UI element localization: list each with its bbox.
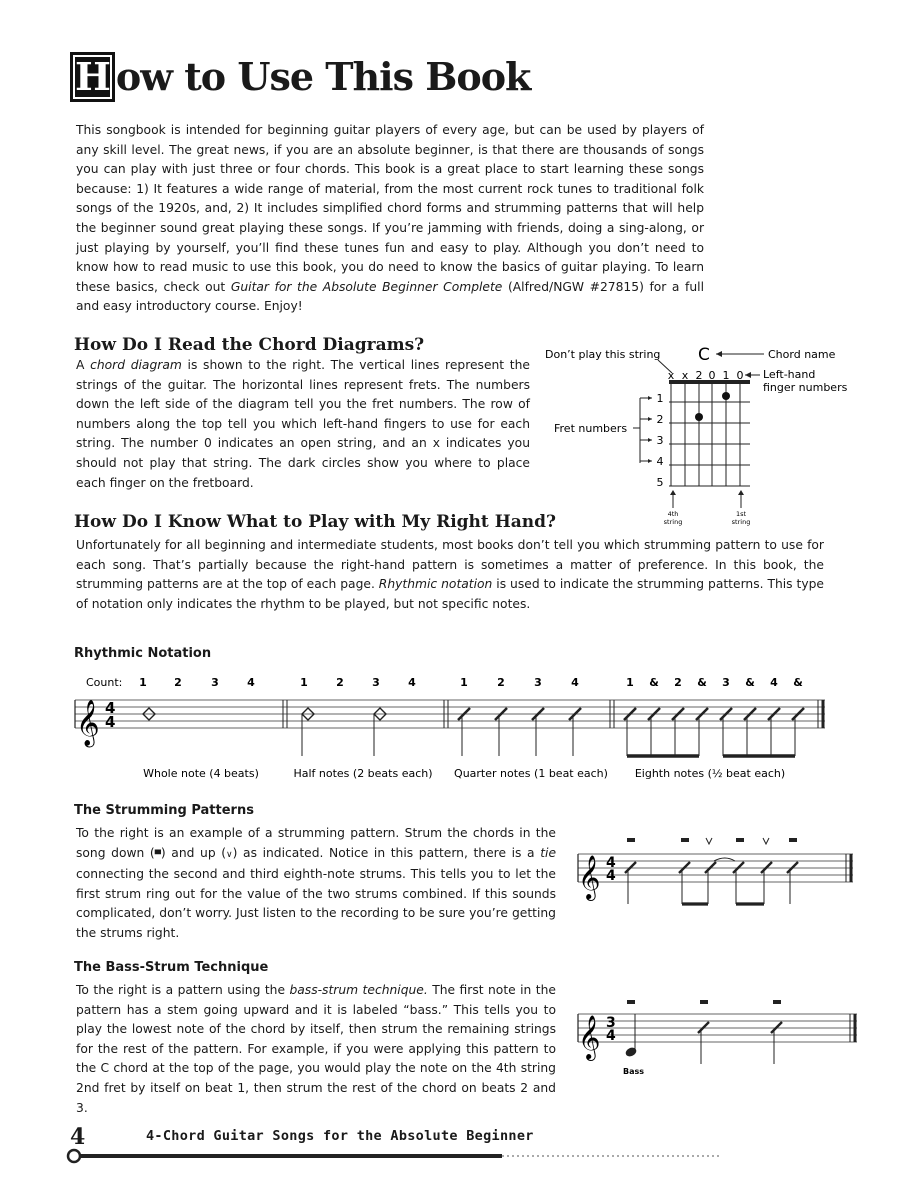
top-mark-3: 0 <box>708 369 716 382</box>
fret-number-4: 4 <box>656 455 664 468</box>
count-1-3: 3 <box>211 676 219 689</box>
count-3-3: 3 <box>534 676 542 689</box>
intro-text-2: (Alfred/NGW #27815) for a full and easy introductory course. Enjoy! <box>76 279 704 314</box>
count-4-and-2: & <box>697 676 707 689</box>
eighth-notes-icon <box>624 708 804 756</box>
bass-label: Bass <box>623 1067 645 1076</box>
chord-name-letter: C <box>698 345 710 365</box>
intro-book-reference: Guitar for the Absolute Beginner Complete <box>230 279 503 294</box>
count-4-1: 1 <box>626 676 634 689</box>
count-1-4: 4 <box>247 676 255 689</box>
count-1-2: 2 <box>174 676 182 689</box>
upstroke-icon: ∨ <box>226 849 233 860</box>
count-4-and-3: & <box>745 676 755 689</box>
count-3-2: 2 <box>497 676 505 689</box>
strumming-pattern-staff <box>575 832 860 912</box>
downstroke-icon <box>627 838 635 842</box>
right-hand-paragraph <box>76 536 824 614</box>
strum-text-4: connecting the second and third eighth-note strums. This tells you to let the first strum ring out for the value of the two strums combined. If this sounds complicated, don’t worry. Just listen to the recording to be sure you’re getting the strums right. <box>76 867 556 940</box>
top-mark-4: 2 <box>695 369 703 382</box>
finger-dot-d-string <box>695 413 703 421</box>
downstroke-icon <box>789 838 797 842</box>
fourth-string-label-a: 4th <box>667 510 679 518</box>
first-string-label-b: string <box>731 518 751 526</box>
time-sig-bottom-icon: 4 <box>105 713 116 731</box>
count-4-4: 4 <box>770 676 778 689</box>
count-2-1: 1 <box>300 676 308 689</box>
top-mark-2: 1 <box>722 369 730 382</box>
strum-text-1: To the right is an example of a strumming pattern. Strum the chords in the song down ( <box>76 826 556 860</box>
count-4-and-4: & <box>793 676 803 689</box>
count-2-3: 3 <box>372 676 380 689</box>
page-title <box>70 52 530 104</box>
rhythmic-notation-staff <box>70 672 840 787</box>
time-sig-bottom-icon: 4 <box>606 868 616 884</box>
intro-paragraph <box>76 121 704 317</box>
caption-quarter-notes: Quarter notes (1 beat each) <box>454 767 608 780</box>
tie-icon <box>714 858 735 861</box>
finger-numbers-label-1: Left-hand <box>763 368 816 381</box>
downstroke-icon <box>700 1000 708 1004</box>
rhythmic-notation-heading: Rhythmic Notation <box>74 646 212 661</box>
footer-rule <box>62 1146 762 1168</box>
fret-numbers-label: Fret numbers <box>554 422 628 435</box>
count-2-2: 2 <box>336 676 344 689</box>
finger-numbers-label-2: finger numbers <box>763 381 848 394</box>
dont-play-label: Don’t play this string <box>545 348 661 361</box>
strum-term-tie: tie <box>540 845 557 860</box>
time-sig-top-icon: 4 <box>105 699 116 717</box>
count-label: Count: <box>86 676 123 689</box>
title-drop-cap: H <box>70 52 115 102</box>
right-hand-heading: How Do I Know What to Play with My Right Hand? <box>74 512 556 532</box>
time-sig-top-icon: 4 <box>606 855 616 871</box>
downstroke-icon <box>736 838 744 842</box>
chord-section-paragraph <box>76 356 530 493</box>
right-hand-text-1: Unfortunately for all beginning and intermediate students, most books don’t tell you which strumming pattern to use for each song. That’s partially because the right-hand pattern is sometimes a matter of preference. In this book, the strumming patterns are at the top of each page. <box>76 538 824 592</box>
intro-text-1: This songbook is intended for beginning guitar players of every age, but can be used by players of any skill level. The great news, if you are an absolute beginner, is that there are thousands of songs you can play with just three or four chords. This book is a great place to start learning these songs because: 1) It features a wide range of material, from the most current rock tunes to traditional folk songs of the 1920s, and, 2) It includes simplified chord forms and strumming patterns that will help the beginner sound great playing these songs. If you’re jamming with friends, doing a sing-along, or just playing by yourself, you’ll find these tunes fun and easy to play. Although you don’t need to know how to read music to use this book, you do need to know the basics of guitar playing. To learn these basics, check out <box>76 123 704 294</box>
fret-number-1: 1 <box>656 392 664 405</box>
downstroke-icon: ▀ <box>154 849 161 859</box>
top-mark-1: 0 <box>736 369 744 382</box>
time-sig-bottom-icon: 4 <box>606 1028 616 1044</box>
time-sig-top-icon: 3 <box>606 1015 616 1031</box>
right-hand-term: Rhythmic notation <box>378 577 493 592</box>
strumming-heading: The Strumming Patterns <box>74 803 254 818</box>
chord-text-pre: A <box>76 358 91 372</box>
downstroke-icon <box>681 838 689 842</box>
downstroke-icon <box>773 1000 781 1004</box>
fret-number-2: 2 <box>656 413 664 426</box>
caption-eighth-notes: Eighth notes (½ beat each) <box>634 767 786 780</box>
count-3-1: 1 <box>460 676 468 689</box>
page-number: 4 <box>70 1124 86 1150</box>
count-3-4: 4 <box>571 676 579 689</box>
bass-text-1: To the right is a pattern using the <box>76 983 290 997</box>
fret-number-5: 5 <box>656 476 664 489</box>
downstroke-icon <box>627 1000 635 1004</box>
quarter-notes-icon <box>458 708 581 756</box>
chord-text-post: is shown to the right. The vertical lines represent the strings of the guitar. The horizontal lines represent frets. The numbers down the left side of the diagram tell you the fret numbers. The row of numbers along the top tell you which left-hand fingers to use for each string. The number 0 indicates an open string, and an x indicates you should not play that string. The dark circles show you where to place each finger on the fretboard. <box>76 358 530 490</box>
fret-number-3: 3 <box>656 434 664 447</box>
staff-lines <box>75 700 825 728</box>
count-2-4: 4 <box>408 676 416 689</box>
strum-text-3: ) as indicated. Notice in this pattern, there is a <box>232 845 541 860</box>
strum-text-2: ) and up ( <box>160 845 227 860</box>
bass-strum-paragraph <box>76 981 556 1118</box>
chord-name-label: Chord name <box>768 348 836 361</box>
count-4-3: 3 <box>722 676 730 689</box>
strumming-paragraph <box>76 824 556 944</box>
fourth-string-label-b: string <box>663 518 683 526</box>
book-title-footer: 4-Chord Guitar Songs for the Absolute Beginner <box>146 1128 534 1144</box>
caption-whole-note: Whole note (4 beats) <box>143 767 259 780</box>
top-mark-5: x <box>681 369 689 382</box>
chord-section-heading: How Do I Read the Chord Diagrams? <box>74 335 425 355</box>
right-hand-text-2: is used to indicate the strumming patterns. This type of notation only indicates the rhythm to be played, but not specific notes. <box>76 577 824 611</box>
bass-term: bass-strum technique. <box>289 983 428 997</box>
treble-clef-icon: 𝄞 <box>578 1015 601 1059</box>
bass-strum-heading: The Bass-Strum Technique <box>74 960 269 975</box>
treble-clef-icon: 𝄞 <box>76 700 100 746</box>
bass-strum-staff <box>575 992 860 1082</box>
finger-dot-b-string <box>722 392 730 400</box>
fretboard-grid <box>669 382 750 486</box>
caption-half-notes: Half notes (2 beats each) <box>293 767 433 780</box>
treble-clef-icon: 𝄞 <box>578 855 601 899</box>
chord-text-term: chord diagram <box>90 358 182 372</box>
title-text: ow to Use This Book <box>115 54 531 99</box>
count-4-and-1: & <box>649 676 659 689</box>
count-4-2: 2 <box>674 676 682 689</box>
top-mark-6: x <box>667 369 675 382</box>
count-1-1: 1 <box>139 676 147 689</box>
first-string-label-a: 1st <box>735 510 747 518</box>
bass-text-2: The first note in the pattern has a stem going upward and it is labeled “bass.” This tells you to play the lowest note of the chord by itself, then strum the remaining strings for the rest of the pattern. For example, if you were applying this pattern to the C chord at the top of the page, you would play the note on the 4th string 2nd fret by itself on beat 1, then strum the rest of the chord on beats 2 and 3. <box>76 983 556 1115</box>
chord-diagram <box>540 340 870 530</box>
